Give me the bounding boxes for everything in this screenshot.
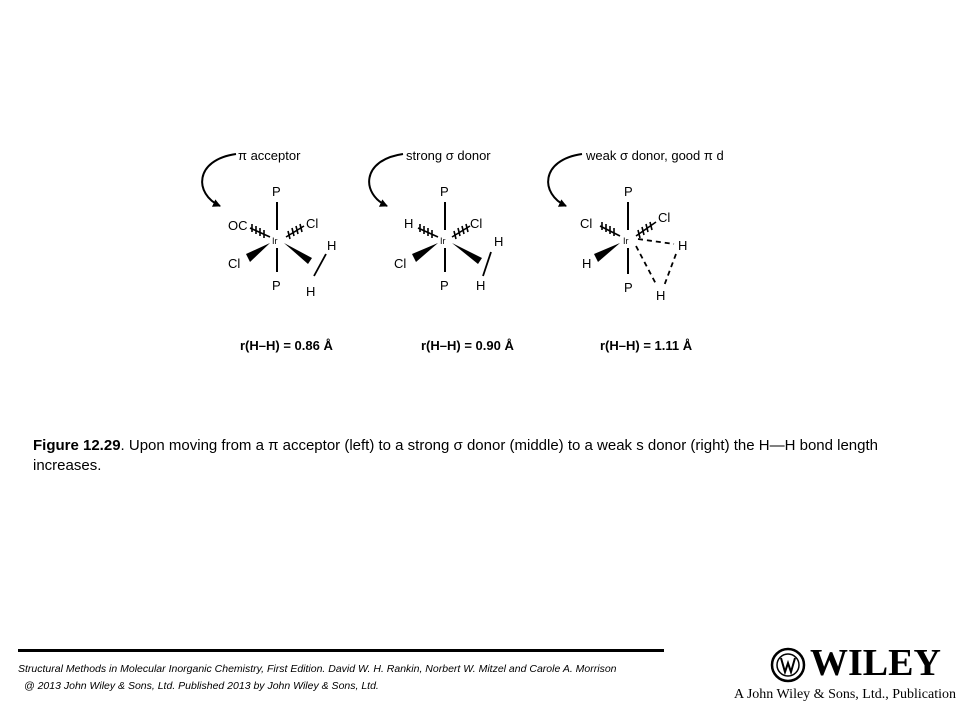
ligand-upper-left: Cl [580,216,593,231]
footer-divider [18,649,664,652]
caption-text: . Upon moving from a π acceptor (left) to a strong σ donor (middle) to a weak s donor (right) the H—H bond length increases. [33,437,879,474]
wiley-logo [726,640,956,710]
ligand-top: P [272,184,281,199]
complex-1-header: π acceptor [238,148,301,163]
complex-1 [202,148,336,353]
ligand-lower-left: H [582,256,592,271]
citation-line-1: Structural Methods in Molecular Inorganic Chemistry, First Edition. David W. H. Rankin, Norbert W. Mitzel and Carole A. Morrison [18,663,617,675]
hydrogen-upper: H [327,238,337,253]
bond-length-1: r(H–H) = 0.86 Å [240,338,333,353]
ligand-upper-left: OC [228,218,248,233]
hydrogen-lower: H [306,284,316,299]
ligand-bottom: P [272,278,281,293]
complex-diagram [190,140,750,370]
metal-center: Ir [440,236,446,246]
citation-line-2: @ 2013 John Wiley & Sons, Ltd. Published 2013 by John Wiley & Sons, Ltd. [24,680,379,692]
hydrogen-lower: H [656,288,666,303]
ligand-upper-left: H [404,216,414,231]
metal-center: Ir [623,236,629,246]
ligand-upper-right: Cl [470,216,483,231]
ligand-top: P [440,184,449,199]
curved-arrow-icon [548,154,582,206]
ligand-lower-left: Cl [228,256,241,271]
bond-length-3: r(H–H) = 1.11 Å [600,338,693,353]
curved-arrow-icon [202,154,236,206]
complex-3-header: weak σ donor, good π d [586,148,724,163]
figure-number: Figure 12.29 [33,437,121,454]
curved-arrow-icon [369,154,403,206]
wiley-seal-icon [770,646,806,684]
hydrogen-lower: H [476,278,486,293]
ligand-top: P [624,184,633,199]
ligand-lower-left: Cl [394,256,407,271]
hydrogen-upper: H [494,234,504,249]
wiley-tagline: A John Wiley & Sons, Ltd., Publication [734,687,957,702]
metal-center: Ir [272,236,278,246]
complex-2 [369,148,514,353]
hydrogen-upper: H [678,238,688,253]
complex-figure [190,140,750,370]
wiley-wordmark: WILEY [810,642,941,684]
ligand-bottom: P [440,278,449,293]
figure-caption [33,436,933,476]
complex-2-header: strong σ donor [406,148,491,163]
complex-3 [548,148,724,353]
ligand-upper-right: Cl [658,210,671,225]
citation [18,661,738,695]
bond-length-2: r(H–H) = 0.90 Å [421,338,514,353]
ligand-bottom: P [624,280,633,295]
ligand-upper-right: Cl [306,216,319,231]
